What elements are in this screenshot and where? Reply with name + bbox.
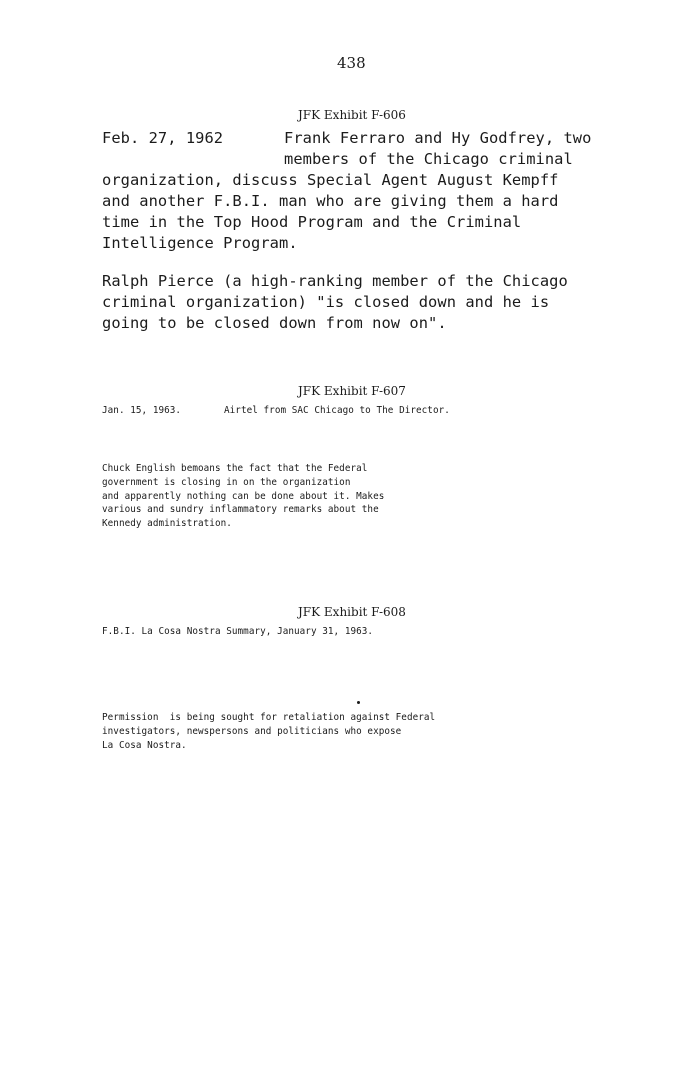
exhibit-paragraph2-f606 [102, 271, 568, 334]
page-number: 438 [337, 54, 366, 72]
exhibit-title-f608: F.B.I. La Cosa Nostra Summary, January 31, 1963. [102, 626, 374, 637]
exhibit-date-f606: Feb. 27, 1962 [102, 129, 224, 147]
text-line: government is closing in on the organization [102, 476, 351, 488]
exhibit-heading-f607: JFK Exhibit F-607 [298, 384, 406, 398]
text-line: and apparently nothing can be done about it. Makes [102, 490, 385, 502]
text-line: criminal organization) "is closed down and he is [102, 293, 550, 311]
text-line: Chuck English bemoans the fact that the Federal [102, 463, 368, 474]
exhibit-heading-f606: JFK Exhibit F-606 [298, 108, 406, 122]
exhibit-heading-f608: JFK Exhibit F-608 [298, 605, 406, 619]
text-line: members of the Chicago criminal [284, 150, 573, 168]
exhibit-date-f607: Jan. 15, 1963. [102, 405, 182, 416]
exhibit-body-f606 [102, 170, 558, 254]
text-line: Kennedy administration. [102, 518, 232, 530]
text-line: Intelligence Program. [102, 234, 298, 252]
exhibit-title-f607: Airtel from SAC Chicago to The Director. [224, 405, 450, 416]
text-line: La Cosa Nostra. [102, 739, 187, 751]
text-line: Ralph Pierce (a high-ranking member of the Chicago [102, 272, 568, 290]
text-line: Frank Ferraro and Hy Godfrey, two [284, 129, 592, 147]
exhibit-body-f607 [102, 462, 384, 531]
exhibit-intro-f606 [284, 128, 591, 170]
text-line: going to be closed down from now on". [102, 314, 447, 332]
text-line: Permission is being sought for retaliation against Federal [102, 712, 436, 723]
text-line: time in the Top Hood Program and the Criminal [102, 213, 522, 231]
text-line: and another F.B.I. man who are giving them a hard [102, 192, 559, 210]
exhibit-body-f608 [102, 711, 435, 752]
stray-mark-dot [357, 701, 360, 704]
text-line: investigators, newspersons and politicians who expose [102, 725, 402, 737]
text-line: organization, discuss Special Agent August Kempff [102, 171, 559, 189]
text-line: various and sundry inflammatory remarks about the [102, 504, 379, 516]
